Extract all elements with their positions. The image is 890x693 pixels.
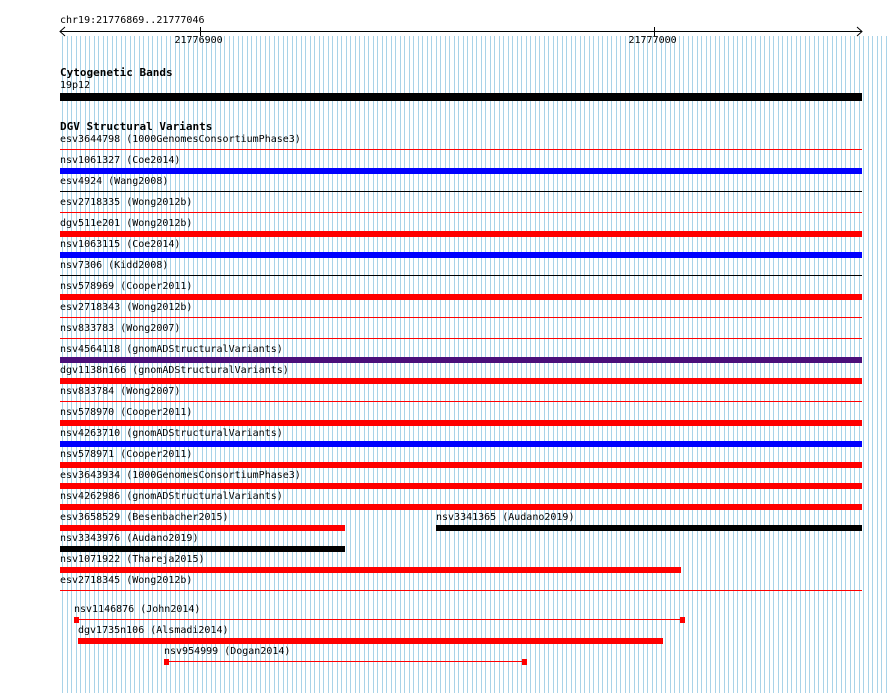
feature-bar[interactable] <box>60 252 862 258</box>
feature-label: nsv1063115 (Coe2014) <box>60 239 181 250</box>
feature-end-block[interactable] <box>164 659 169 665</box>
feature-bar[interactable] <box>60 357 862 363</box>
feature-label: esv2718335 (Wong2012b) <box>60 197 193 208</box>
feature-line[interactable] <box>60 338 862 339</box>
range-label: chr19:21776869..21777046 <box>60 15 205 26</box>
track-title: DGV Structural Variants <box>60 120 213 133</box>
feature-label: nsv3343976 (Audano2019) <box>60 533 199 544</box>
feature-bar[interactable] <box>60 168 862 174</box>
feature-line[interactable] <box>60 401 862 402</box>
feature-bar[interactable] <box>60 441 862 447</box>
feature-label: esv4924 (Wang2008) <box>60 176 169 187</box>
feature-end-block[interactable] <box>680 617 685 623</box>
feature-bar[interactable] <box>60 462 862 468</box>
feature-line[interactable] <box>60 317 862 318</box>
feature-line[interactable] <box>60 191 862 192</box>
feature-bar[interactable] <box>436 525 862 531</box>
feature-bar[interactable] <box>60 231 862 237</box>
feature-label: esv2718343 (Wong2012b) <box>60 302 193 313</box>
feature-label: nsv1061327 (Coe2014) <box>60 155 181 166</box>
feature-connector[interactable] <box>74 619 685 620</box>
feature-label: nsv4263710 (gnomADStructuralVariants) <box>60 428 283 439</box>
feature-label: esv3658529 (Besenbacher2015) <box>60 512 229 523</box>
feature-label: esv3644798 (1000GenomesConsortiumPhase3) <box>60 134 301 145</box>
feature-bar[interactable] <box>60 567 681 573</box>
feature-connector[interactable] <box>164 661 527 662</box>
feature-bar[interactable] <box>60 378 862 384</box>
feature-line[interactable] <box>60 275 862 276</box>
feature-label: esv2718345 (Wong2012b) <box>60 575 193 586</box>
feature-label: nsv1071922 (Thareja2015) <box>60 554 205 565</box>
feature-label: dgv511e201 (Wong2012b) <box>60 218 193 229</box>
feature-label: nsv578971 (Cooper2011) <box>60 449 193 460</box>
feature-bar[interactable] <box>60 546 345 552</box>
feature-label: nsv578970 (Cooper2011) <box>60 407 193 418</box>
feature-bar[interactable] <box>78 638 663 644</box>
feature-bar[interactable] <box>60 294 862 300</box>
feature-label: nsv3341365 (Audano2019) <box>436 512 575 523</box>
band-label: 19p12 <box>60 80 91 91</box>
feature-label: esv3643934 (1000GenomesConsortiumPhase3) <box>60 470 301 481</box>
cytoband-bar[interactable] <box>60 93 862 101</box>
feature-label: nsv7306 (Kidd2008) <box>60 260 169 271</box>
feature-end-block[interactable] <box>522 659 527 665</box>
feature-line[interactable] <box>60 212 862 213</box>
feature-label: nsv578969 (Cooper2011) <box>60 281 193 292</box>
feature-line[interactable] <box>60 590 862 591</box>
feature-label: nsv4262986 (gnomADStructuralVariants) <box>60 491 283 502</box>
feature-label: nsv833784 (Wong2007) <box>60 386 181 397</box>
feature-bar[interactable] <box>60 483 862 489</box>
feature-line[interactable] <box>60 149 862 150</box>
feature-label: dgv1138n166 (gnomADStructuralVariants) <box>60 365 289 376</box>
feature-end-block[interactable] <box>74 617 79 623</box>
feature-label: nsv1146876 (John2014) <box>74 604 201 615</box>
track-title: Cytogenetic Bands <box>60 66 173 79</box>
feature-label: nsv954999 (Dogan2014) <box>164 646 291 657</box>
feature-label: nsv4564118 (gnomADStructuralVariants) <box>60 344 283 355</box>
feature-bar[interactable] <box>60 420 862 426</box>
feature-label: dgv1735n106 (Alsmadi2014) <box>78 625 229 636</box>
tick-label: 21777000 <box>628 35 677 46</box>
feature-label: nsv833783 (Wong2007) <box>60 323 181 334</box>
feature-bar[interactable] <box>60 504 862 510</box>
feature-bar[interactable] <box>60 525 345 531</box>
tick-label: 21776900 <box>174 35 223 46</box>
